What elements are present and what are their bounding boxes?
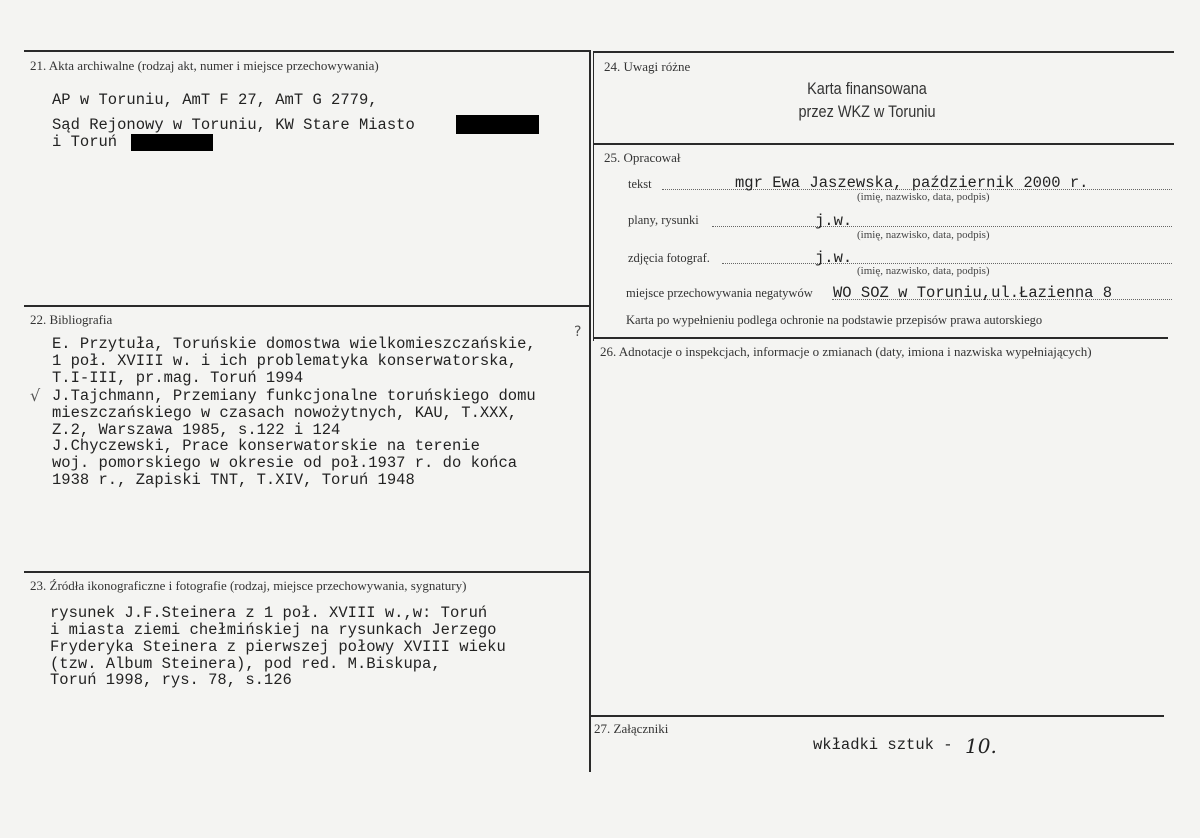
bibliography-line-3: T.I-III, pr.mag. Toruń 1994	[52, 369, 304, 387]
funding-stamp-line-1: Karta finansowana	[807, 79, 927, 98]
plany-value: j.w.	[815, 212, 853, 230]
sources-line-3: Fryderyka Steinera z pierwszej połowy XVIII wieku	[50, 638, 506, 656]
zdjecia-caption: (imię, nazwisko, data, podpis)	[857, 265, 990, 277]
tekst-caption: (imię, nazwisko, data, podpis)	[857, 191, 990, 203]
bibliography-line-4: J.Tajchmann, Przemiany funkcjonalne toruńskiego domu	[52, 387, 536, 405]
bibliography-line-8: woj. pomorskiego w okresie od poł.1937 r. do końca	[52, 454, 518, 472]
attachments-count-handwritten: 10.	[965, 734, 997, 758]
tekst-label: tekst	[628, 177, 652, 191]
check-mark: √	[30, 386, 41, 405]
plany-caption: (imię, nazwisko, data, podpis)	[857, 229, 990, 241]
copyright-note: Karta po wypełnieniu podlega ochronie na podstawie przepisów prawa autorskiego	[626, 313, 1043, 327]
zdjecia-dotted-line	[722, 263, 1172, 264]
zdjecia-value: j.w.	[815, 249, 853, 267]
bibliography-line-1: E. Przytuła, Toruńskie domostwa wielkomieszczańskie,	[52, 335, 536, 353]
sources-line-5: Toruń 1998, rys. 78, s.126	[50, 671, 292, 689]
section-23-header: 23. Źródła ikonograficzne i fotografie (rodzaj, miejsce przechowywania, sygnatury)	[30, 578, 467, 593]
section-27-header: 27. Załączniki	[594, 721, 669, 736]
bibliography-line-2: 1 poł. XVIII w. i ich problematyka konserwatorska,	[52, 352, 518, 370]
rule-21-22	[24, 305, 590, 307]
bibliography-line-6: Z.2, Warszawa 1985, s.122 i 124	[52, 421, 341, 439]
sources-line-2: i miasta ziemi chełmińskiej na rysunkach Jerzego	[50, 621, 497, 639]
section-21-line-2: Sąd Rejonowy w Toruniu, KW Stare Miasto	[52, 116, 415, 134]
section-22-header: 22. Bibliografia	[30, 312, 113, 327]
rule-25-26	[594, 337, 1168, 339]
section-26-header: 26. Adnotacje o inspekcjach, informacje o zmianach (daty, imiona i nazwiska wypełniających)	[600, 344, 1092, 359]
top-rule-left	[24, 50, 590, 52]
section-21-line-1: AP w Toruniu, AmT F 27, AmT G 2779,	[52, 91, 378, 109]
funding-stamp-line-2: przez WKZ w Toruniu	[798, 102, 936, 121]
section-25-header: 25. Opracował	[604, 150, 681, 165]
attachments-value: wkładki sztuk -	[813, 736, 953, 754]
rule-26-27	[590, 715, 1164, 717]
section-24-header: 24. Uwagi różne	[604, 59, 691, 74]
rule-24-25	[594, 143, 1174, 145]
sources-line-4: (tzw. Album Steinera), pod red. M.Biskupa,	[50, 655, 441, 673]
question-mark: ?	[574, 324, 582, 340]
rule-22-23	[24, 571, 590, 573]
plany-dotted-line	[712, 226, 1172, 227]
tekst-value: mgr Ewa Jaszewska, październik 2000 r.	[735, 174, 1089, 192]
top-rule-right	[594, 51, 1174, 53]
bibliography-line-7: J.Chyczewski, Prace konserwatorskie na terenie	[52, 437, 480, 455]
redaction-bar-2	[131, 134, 213, 151]
section-21-line-3: i Toruń	[52, 133, 118, 151]
right-vertical-divider	[593, 51, 594, 341]
bibliography-line-5: mieszczańskiego w czasach nowożytnych, KAU, T.XXX,	[52, 404, 518, 422]
zdjecia-label: zdjęcia fotograf.	[628, 251, 710, 265]
miejsce-value: WO SOZ w Toruniu,ul.Łazienna 8	[833, 284, 1113, 302]
redaction-bar-1	[456, 115, 539, 134]
section-21-header: 21. Akta archiwalne (rodzaj akt, numer i miejsce przechowywania)	[30, 58, 379, 73]
vertical-divider	[589, 50, 591, 772]
bibliography-line-9: 1938 r., Zapiski TNT, T.XIV, Toruń 1948	[52, 471, 415, 489]
plany-label: plany, rysunki	[628, 213, 699, 227]
sources-line-1: rysunek J.F.Steinera z 1 poł. XVIII w.,w: Toruń	[50, 604, 488, 622]
miejsce-label: miejsce przechowywania negatywów	[626, 286, 813, 300]
